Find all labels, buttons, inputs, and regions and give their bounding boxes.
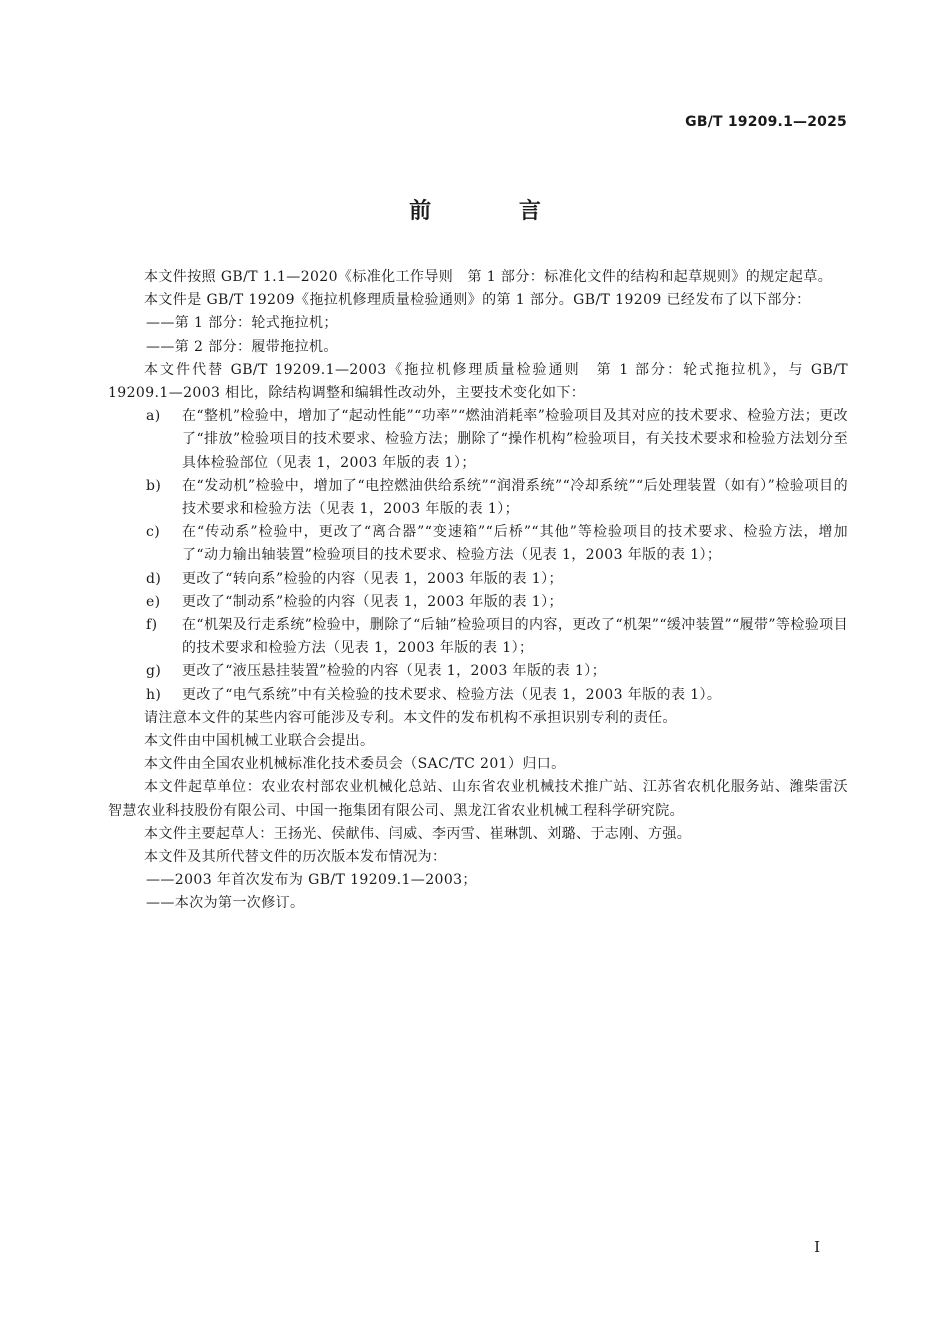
list-item	[108, 684, 848, 707]
list-item-text: 在“传动系”检验中，更改了“离合器”“变速箱”“后桥”“其他”等检验项目的技术要求、检验方法，增加了“动力输出轴装置”检验项目的技术要求、检验方法（见表 1，2003 年版的表 1）；	[182, 524, 848, 564]
list-item-text: 在“机架及行走系统”检验中，删除了“后轴”检验项目的内容，更改了“机架”“缓冲装置”“履带”等检验项目的技术要求和检验方法（见表 1，2003 年版的表 1）；	[182, 617, 848, 657]
list-marker: d)	[146, 570, 162, 587]
list-marker: e)	[146, 593, 161, 610]
paragraph-drafting-rules: 本文件按照 GB/T 1.1—2020《标准化工作导则 第 1 部分：标准化文件的结构和起草规则》的规定起草。	[144, 269, 833, 285]
list-marker: a)	[146, 408, 161, 425]
dash-item-revision: ——本次为第一次修订。	[146, 895, 305, 912]
dash-item-part1: ——第 1 部分：轮式拖拉机；	[146, 315, 338, 332]
list-item-text: 在“发动机”检验中，增加了“电控燃油供给系统”“润滑系统”“冷却系统”“后处理装置（如有）”检验项目的技术要求和检验方法（见表 1，2003 年版的表 1）；	[182, 477, 848, 518]
list-marker: b)	[146, 477, 162, 494]
list-item	[108, 475, 848, 521]
paragraph-under-jurisdiction: 本文件由全国农业机械标准化技术委员会（SAC/TC 201）归口。	[144, 756, 566, 773]
list-marker: c)	[146, 524, 161, 541]
paragraph-part-info: 本文件是 GB/T 19209《拖拉机修理质量检验通则》的第 1 部分。GB/T 19209 已经发布了以下部分：	[144, 292, 811, 309]
foreword-body	[108, 266, 848, 916]
standard-code: GB/T 19209.1—2025	[685, 114, 847, 130]
list-item	[108, 568, 848, 591]
list-item-text: 更改了“转向系”检验的内容（见表 1，2003 年版的表 1）；	[182, 570, 563, 587]
list-item	[108, 591, 848, 614]
list-item-text: 在“整机”检验中，增加了“起动性能”“功率”“燃油消耗率”检验项目及其对应的技术要求、检验方法；更改了“排放”检验项目的技术要求、检验方法；删除了“操作机构”检验项目，有关技术要求和检验方法划分至具体检验部位（见表 1，2003 年版的表 1）；	[182, 408, 848, 471]
dash-item-part2: ——第 2 部分：履带拖拉机。	[146, 338, 338, 355]
list-item	[108, 405, 848, 475]
paragraph-drafting-units: 本文件起草单位：农业农村部农业机械化总站、山东省农业机械技术推广站、江苏省农机化服务站、潍柴雷沃智慧农业科技股份有限公司、中国一拖集团有限公司、黑龙江省农业机械工程科学研究院。	[108, 779, 848, 819]
list-item	[108, 614, 848, 660]
dash-item-first-release: ——2003 年首次发布为 GB/T 19209.1—2003；	[146, 872, 477, 889]
paragraph-replacement: 本文件代替 GB/T 19209.1—2003《拖拉机修理质量检验通则 第 1 部分：轮式拖拉机》，与 GB/T 19209.1—2003 相比，除结构调整和编辑性改动外，主要技术变化如下：	[108, 361, 848, 402]
list-item	[108, 521, 848, 567]
paragraph-patent-notice: 请注意本文件的某些内容可能涉及专利。本文件的发布机构不承担识别专利的责任。	[144, 709, 677, 726]
list-marker: g)	[146, 663, 162, 680]
paragraph-version-history: 本文件及其所代替文件的历次版本发布情况为：	[144, 849, 447, 866]
list-item-text: 更改了“电气系统”中有关检验的技术要求、检验方法（见表 1，2003 年版的表 1）。	[182, 686, 722, 703]
paragraph-drafters: 本文件主要起草人：王扬光、侯献伟、闫威、李丙雪、崔琳凯、刘璐、于志刚、方强。	[144, 825, 692, 842]
page-number: I	[814, 1238, 820, 1256]
paragraph-proposed-by: 本文件由中国机械工业联合会提出。	[144, 733, 375, 750]
list-item-text: 更改了“液压悬挂装置”检验的内容（见表 1，2003 年版的表 1）；	[182, 663, 607, 680]
page-title: 前 言	[409, 199, 581, 224]
list-marker: h)	[146, 686, 162, 703]
list-item-text: 更改了“制动系”检验的内容（见表 1，2003 年版的表 1）；	[182, 593, 563, 610]
list-item	[108, 660, 848, 683]
list-marker: f)	[146, 617, 158, 634]
